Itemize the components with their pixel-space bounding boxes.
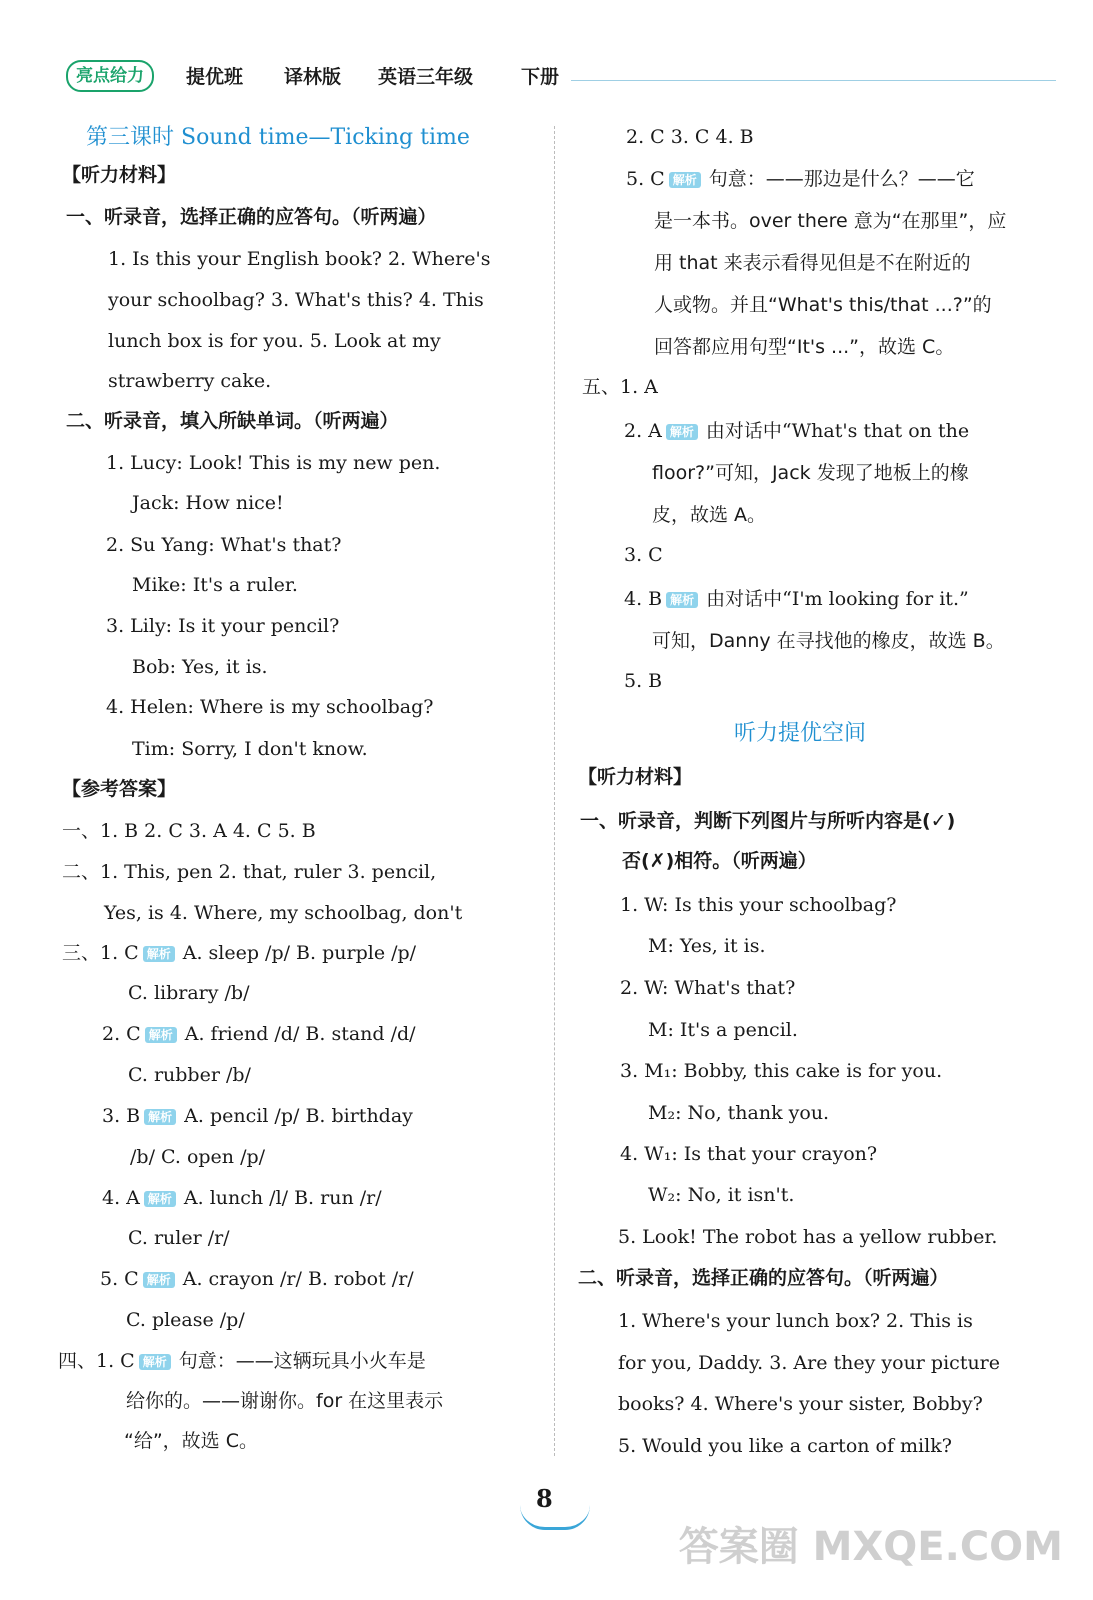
section-heading: 【听力材料】 [578, 766, 693, 788]
answer-number: 5. C [626, 168, 665, 190]
text-line: 1. Where's your lunch box? 2. This is [618, 1310, 973, 1332]
series-name: 提优班 [186, 66, 244, 88]
text-line: C. rubber /b/ [128, 1064, 251, 1086]
question-heading: 二、听录音，填入所缺单词。（听两遍） [66, 410, 399, 432]
answer-item [624, 586, 969, 612]
text-line: 是一本书。over there 意为“在那里”，应 [654, 210, 1007, 232]
answer-line: 二、1. This, pen 2. that, ruler 3. pencil, [62, 861, 437, 883]
answer-line: 一、1. B 2. C 3. A 4. C 5. B [62, 820, 316, 842]
answer-item [624, 418, 969, 444]
analysis-tag: 解析 [666, 424, 698, 440]
analysis-text: 句意：——那边是什么？——它 [708, 168, 975, 190]
header-rule [571, 80, 1056, 81]
text-line: 2. Su Yang: What's that? [106, 534, 342, 556]
question-heading: 否(✗)相符。（听两遍） [622, 850, 817, 872]
text-line: /b/ C. open /p/ [130, 1146, 266, 1168]
answer-item [102, 1021, 416, 1047]
analysis-text: A. sleep /p/ B. purple /p/ [182, 942, 417, 964]
text-line: M: It's a pencil. [648, 1019, 798, 1041]
analysis-tag: 解析 [144, 1191, 176, 1207]
analysis-text: A. lunch /l/ B. run /r/ [183, 1187, 382, 1209]
analysis-text: A. pencil /p/ B. birthday [184, 1105, 413, 1127]
text-line: C. please /p/ [126, 1309, 245, 1331]
answer-item [100, 1266, 414, 1292]
question-heading: 一、听录音，选择正确的应答句。（听两遍） [66, 206, 437, 228]
analysis-tag: 解析 [143, 1272, 175, 1288]
text-line: Tim: Sorry, I don't know. [132, 738, 368, 760]
text-line: C. ruler /r/ [128, 1227, 230, 1249]
text-line: 4. W₁: Is that your crayon? [620, 1143, 878, 1165]
analysis-text: 由对话中“I'm looking for it.” [706, 588, 969, 610]
text-line: 3. Lily: Is it your pencil? [106, 615, 340, 637]
text-line: 人或物。并且“What's this/that ...?”的 [654, 294, 992, 316]
text-line: 2. W: What's that? [620, 977, 796, 999]
analysis-tag: 解析 [669, 172, 701, 188]
answer-item [62, 940, 416, 966]
answer-item [102, 1103, 413, 1129]
text-line: 皮，故选 A。 [652, 504, 767, 526]
text-line: 5. Would you like a carton of milk? [618, 1435, 952, 1457]
analysis-tag: 解析 [145, 1027, 177, 1043]
column-divider [554, 126, 555, 1456]
text-line: 用 that 来表示看得见但是不在附近的 [654, 252, 971, 274]
answer-line: 5. B [624, 670, 663, 692]
question-heading: 一、听录音，判断下列图片与所听内容是(✓) [580, 810, 956, 832]
analysis-text: A. friend /d/ B. stand /d/ [184, 1023, 416, 1045]
page-number: 8 [536, 1484, 553, 1513]
analysis-tag: 解析 [666, 592, 698, 608]
text-line: lunch box is for you. 5. Look at my [108, 330, 441, 352]
volume: 下册 [521, 66, 560, 88]
answer-number: 5. C [100, 1268, 139, 1290]
text-line: Mike: It's a ruler. [132, 574, 298, 596]
lesson-title: 第三课时 Sound time—Ticking time [86, 125, 470, 150]
text-line: your schoolbag? 3. What's this? 4. This [108, 289, 484, 311]
answer-line: 五、1. A [582, 376, 658, 398]
text-line: books? 4. Where's your sister, Bobby? [618, 1393, 983, 1415]
text-line: 3. M₁: Bobby, this cake is for you. [620, 1060, 943, 1082]
answer-line: 3. C [624, 544, 663, 566]
text-line: “给”，故选 C。 [124, 1430, 258, 1452]
text-line: Bob: Yes, it is. [132, 656, 268, 678]
page-number-decoration [520, 1505, 590, 1530]
text-line: 1. Is this your English book? 2. Where's [108, 248, 491, 270]
edition: 译林版 [284, 66, 342, 88]
page-header [66, 58, 1056, 94]
text-line: 4. Helen: Where is my schoolbag? [106, 696, 434, 718]
answer-number: 4. B [624, 588, 663, 610]
analysis-text: 句意：——这辆玩具小火车是 [178, 1350, 426, 1372]
text-line: M: Yes, it is. [648, 935, 766, 957]
text-line: W₂: No, it isn't. [648, 1184, 795, 1206]
text-line: for you, Daddy. 3. Are they your picture [618, 1352, 1001, 1374]
section-title: 听力提优空间 [734, 721, 867, 746]
text-line: 可知，Danny 在寻找他的橡皮，故选 B。 [652, 630, 1005, 652]
text-line: M₂: No, thank you. [648, 1102, 830, 1124]
text-line: strawberry cake. [108, 370, 272, 392]
analysis-tag: 解析 [144, 1109, 176, 1125]
subject: 英语三年级 [378, 66, 474, 88]
text-line: Jack: How nice! [132, 492, 284, 514]
analysis-tag: 解析 [143, 946, 175, 962]
watermark: 答案圈 MXQE.COM [678, 1524, 1063, 1570]
section-heading: 【听力材料】 [62, 164, 177, 186]
answer-number: 4. A [102, 1187, 140, 1209]
text-line: 1. W: Is this your schoolbag? [620, 894, 897, 916]
answer-number: 2. A [624, 420, 662, 442]
analysis-text: A. crayon /r/ B. robot /r/ [182, 1268, 414, 1290]
answer-item [626, 166, 975, 192]
text-line: 1. Lucy: Look! This is my new pen. [106, 452, 441, 474]
text-line: 5. Look! The robot has a yellow rubber. [618, 1226, 998, 1248]
analysis-text: 由对话中“What's that on the [705, 420, 970, 442]
answer-item [58, 1348, 426, 1374]
question-heading: 二、听录音，选择正确的应答句。（听两遍） [578, 1267, 949, 1289]
answer-number: 三、1. C [62, 942, 139, 964]
answer-line: 2. C 3. C 4. B [626, 126, 754, 148]
section-heading: 【参考答案】 [62, 778, 177, 800]
answer-number: 2. C [102, 1023, 141, 1045]
answer-number: 四、1. C [58, 1350, 135, 1372]
text-line: 给你的。——谢谢你。for 在这里表示 [126, 1390, 444, 1412]
text-line: 回答都应用句型“It's ...”，故选 C。 [654, 336, 955, 358]
brand-logo: 亮点给力 [66, 60, 154, 92]
answer-number: 3. B [102, 1105, 141, 1127]
answer-line: Yes, is 4. Where, my schoolbag, don't [104, 902, 463, 924]
text-line: C. library /b/ [128, 982, 250, 1004]
analysis-tag: 解析 [139, 1354, 171, 1370]
text-line: floor?”可知，Jack 发现了地板上的橡 [652, 462, 969, 484]
answer-item [102, 1185, 382, 1211]
